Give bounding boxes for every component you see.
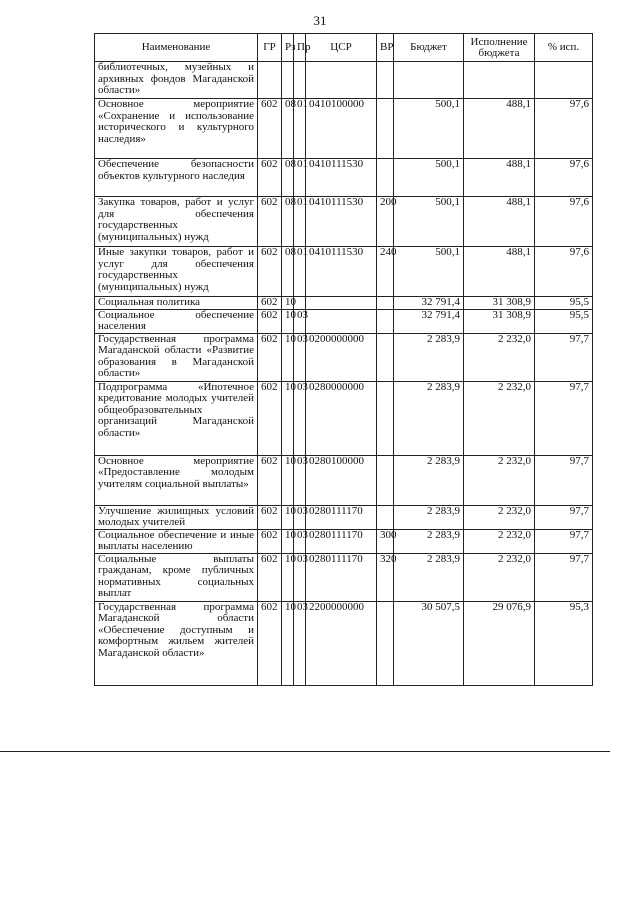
- cell-rz: 08: [282, 197, 294, 247]
- table-row: [95, 601, 593, 685]
- table-row: [95, 309, 593, 333]
- cell-name: Иные закупки товаров, работ и услуг для обеспечения государственных (муниципальных) нужд: [95, 247, 258, 297]
- cell-budget: 500,1: [394, 247, 464, 297]
- cell-gr: 602: [258, 333, 282, 381]
- cell-vr: [377, 381, 394, 455]
- cell-name: Государственная программа Магаданской области «Развитие образования в Магаданской области»: [95, 333, 258, 381]
- cell-rz: 08: [282, 159, 294, 197]
- cell-percent: 97,6: [535, 247, 593, 297]
- cell-rz: 10: [282, 309, 294, 333]
- bottom-divider: [0, 751, 610, 752]
- table-row: [95, 455, 593, 505]
- cell-percent: 97,7: [535, 505, 593, 529]
- cell-pr: 03: [294, 505, 306, 529]
- cell-percent: 97,6: [535, 99, 593, 159]
- cell-name: Подпрограмма «Ипотечное кредитование молодых учителей общеобразовательных организаций Магаданской области»: [95, 381, 258, 455]
- cell-pr: 03: [294, 601, 306, 685]
- cell-name: библиотечных, музейных и архивных фондов Магаданской области»: [95, 62, 258, 99]
- cell-vr: [377, 333, 394, 381]
- header-gr: ГР: [258, 34, 282, 62]
- cell-budget: 500,1: [394, 159, 464, 197]
- cell-name: Социальная политика: [95, 297, 258, 310]
- cell-gr: 602: [258, 455, 282, 505]
- cell-vr: [377, 297, 394, 310]
- cell-budget: 2 283,9: [394, 455, 464, 505]
- cell-rz: 10: [282, 553, 294, 601]
- cell-gr: 602: [258, 159, 282, 197]
- cell-csr: 0200000000: [306, 333, 377, 381]
- cell-execution: 2 232,0: [464, 553, 535, 601]
- cell-rz: [282, 62, 294, 99]
- cell-gr: 602: [258, 553, 282, 601]
- cell-percent: 97,7: [535, 529, 593, 553]
- cell-percent: 97,7: [535, 455, 593, 505]
- table-row: [95, 247, 593, 297]
- cell-pr: 01: [294, 247, 306, 297]
- cell-name: Закупка товаров, работ и услуг для обеспечения государственных (муниципальных) нужд: [95, 197, 258, 247]
- cell-vr: [377, 455, 394, 505]
- cell-gr: [258, 62, 282, 99]
- cell-execution: 2 232,0: [464, 529, 535, 553]
- header-name: Наименование: [95, 34, 258, 62]
- table-row: [95, 99, 593, 159]
- cell-budget: 2 283,9: [394, 333, 464, 381]
- header-rz: Рз: [282, 34, 294, 62]
- table-row: [95, 381, 593, 455]
- cell-budget: 2 283,9: [394, 529, 464, 553]
- header-pr: Пр: [294, 34, 306, 62]
- table-body: [95, 62, 593, 686]
- header-execution: Исполнение бюджета: [464, 34, 535, 62]
- cell-csr: 0410111530: [306, 197, 377, 247]
- cell-budget: 500,1: [394, 99, 464, 159]
- cell-name: Социальное обеспечение населения: [95, 309, 258, 333]
- cell-budget: 500,1: [394, 197, 464, 247]
- cell-csr: 0280100000: [306, 455, 377, 505]
- cell-gr: 602: [258, 601, 282, 685]
- cell-pr: 03: [294, 529, 306, 553]
- header-percent: % исп.: [535, 34, 593, 62]
- cell-percent: [535, 62, 593, 99]
- cell-execution: 488,1: [464, 197, 535, 247]
- cell-name: Основное мероприятие «Предоставление молодым учителям социальной выплаты»: [95, 455, 258, 505]
- cell-percent: 97,7: [535, 553, 593, 601]
- cell-budget: 32 791,4: [394, 309, 464, 333]
- cell-pr: 03: [294, 455, 306, 505]
- cell-budget: 2 283,9: [394, 505, 464, 529]
- cell-percent: 95,5: [535, 297, 593, 310]
- cell-name: Обеспечение безопасности объектов культурного наследия: [95, 159, 258, 197]
- cell-csr: 0410111530: [306, 159, 377, 197]
- cell-csr: 2200000000: [306, 601, 377, 685]
- cell-rz: 08: [282, 99, 294, 159]
- cell-execution: 2 232,0: [464, 455, 535, 505]
- cell-rz: 08: [282, 247, 294, 297]
- cell-pr: 03: [294, 333, 306, 381]
- cell-csr: 0280000000: [306, 381, 377, 455]
- cell-execution: 2 232,0: [464, 333, 535, 381]
- budget-table: [94, 33, 593, 686]
- cell-gr: 602: [258, 247, 282, 297]
- cell-pr: 03: [294, 381, 306, 455]
- cell-budget: 32 791,4: [394, 297, 464, 310]
- header-csr: ЦСР: [306, 34, 377, 62]
- header-vr: ВР: [377, 34, 394, 62]
- page-number: 31: [313, 13, 327, 28]
- cell-budget: [394, 62, 464, 99]
- table-row: [95, 297, 593, 310]
- cell-percent: 97,7: [535, 333, 593, 381]
- cell-csr: 0410111530: [306, 247, 377, 297]
- cell-rz: 10: [282, 333, 294, 381]
- cell-budget: 2 283,9: [394, 553, 464, 601]
- cell-csr: 0280111170: [306, 505, 377, 529]
- header-budget: Бюджет: [394, 34, 464, 62]
- table-row: [95, 553, 593, 601]
- cell-vr: 300: [377, 529, 394, 553]
- cell-gr: 602: [258, 381, 282, 455]
- cell-csr: [306, 297, 377, 310]
- cell-execution: [464, 62, 535, 99]
- cell-rz: 10: [282, 381, 294, 455]
- cell-pr: [294, 62, 306, 99]
- cell-execution: 2 232,0: [464, 381, 535, 455]
- cell-vr: [377, 62, 394, 99]
- table-row: [95, 505, 593, 529]
- cell-execution: 488,1: [464, 99, 535, 159]
- cell-execution: 488,1: [464, 247, 535, 297]
- cell-budget: 2 283,9: [394, 381, 464, 455]
- cell-percent: 97,6: [535, 159, 593, 197]
- cell-csr: 0410100000: [306, 99, 377, 159]
- cell-percent: 95,5: [535, 309, 593, 333]
- cell-vr: 200: [377, 197, 394, 247]
- cell-percent: 97,7: [535, 381, 593, 455]
- cell-csr: 0280111170: [306, 529, 377, 553]
- cell-rz: 10: [282, 297, 294, 310]
- cell-name: Социальные выплаты гражданам, кроме публичных нормативных социальных выплат: [95, 553, 258, 601]
- cell-rz: 10: [282, 455, 294, 505]
- cell-gr: 602: [258, 297, 282, 310]
- cell-rz: 10: [282, 601, 294, 685]
- cell-gr: 602: [258, 197, 282, 247]
- cell-vr: 240: [377, 247, 394, 297]
- cell-pr: 01: [294, 197, 306, 247]
- cell-csr: [306, 62, 377, 99]
- cell-execution: 29 076,9: [464, 601, 535, 685]
- table-row: [95, 197, 593, 247]
- cell-pr: 01: [294, 159, 306, 197]
- cell-budget: 30 507,5: [394, 601, 464, 685]
- cell-csr: 0280111170: [306, 553, 377, 601]
- cell-rz: 10: [282, 529, 294, 553]
- cell-pr: 03: [294, 553, 306, 601]
- cell-pr: 03: [294, 309, 306, 333]
- cell-vr: [377, 601, 394, 685]
- cell-rz: 10: [282, 505, 294, 529]
- cell-vr: [377, 505, 394, 529]
- cell-name: Социальное обеспечение и иные выплаты населению: [95, 529, 258, 553]
- table-row: [95, 529, 593, 553]
- cell-vr: [377, 99, 394, 159]
- cell-vr: 320: [377, 553, 394, 601]
- cell-execution: 2 232,0: [464, 505, 535, 529]
- table-row: [95, 333, 593, 381]
- cell-gr: 602: [258, 99, 282, 159]
- cell-name: Государственная программа Магаданской области «Обеспечение доступным и комфортным жильем жителей Магаданской области»: [95, 601, 258, 685]
- cell-pr: 01: [294, 99, 306, 159]
- cell-execution: 31 308,9: [464, 297, 535, 310]
- cell-execution: 488,1: [464, 159, 535, 197]
- cell-execution: 31 308,9: [464, 309, 535, 333]
- cell-vr: [377, 309, 394, 333]
- cell-gr: 602: [258, 505, 282, 529]
- cell-csr: [306, 309, 377, 333]
- cell-gr: 602: [258, 309, 282, 333]
- table-row: [95, 62, 593, 99]
- cell-name: Улучшение жилищных условий молодых учителей: [95, 505, 258, 529]
- cell-name: Основное мероприятие «Сохранение и использование исторического и культурного наследия»: [95, 99, 258, 159]
- table-row: [95, 159, 593, 197]
- cell-vr: [377, 159, 394, 197]
- table-header-row: [95, 34, 593, 62]
- cell-gr: 602: [258, 529, 282, 553]
- cell-percent: 97,6: [535, 197, 593, 247]
- cell-percent: 95,3: [535, 601, 593, 685]
